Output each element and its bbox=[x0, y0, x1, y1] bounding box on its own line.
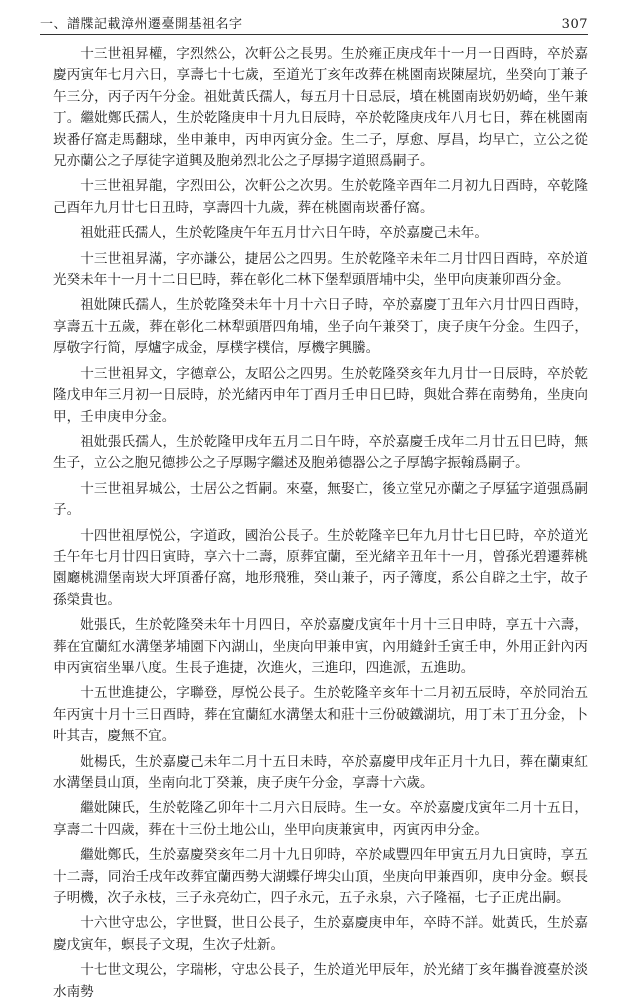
paragraph: 十三世祖昇權，字烈然公，次軒公之長男。生於雍正庚戌年十一月一日酉時，卒於嘉慶丙寅年七月六日，享壽七十七歲，至道光丁亥年改葬在桃園南崁陳屋坑，坐癸向丁兼子午三分，丙子丙午分金。祖妣黃氏孺人，每五月十日忌辰，墳在桃園南崁奶奶崎，坐午兼丁。繼妣鄭氏孺人，生於乾隆庚申十月九日辰時，卒於乾隆庚戌年八月七日，葬在桃園南崁番仔窩走馬翻球，坐申兼申，丙申丙寅分金。生二子，厚愈、厚昌，均早亡，立公之從兄亦蘭公之子厚徒字道興及胞弟烈北公之子厚揚字道照爲嗣子。 bbox=[53, 46, 588, 170]
paragraph: 妣張氏，生於乾隆癸未年十月四日，卒於嘉慶戊寅年十月十三日申時，享五十六壽，葬在宜蘭紅水溝堡茅埔園下內湖山，坐庚向甲兼申寅，內用縫針壬寅壬申，外用正針內丙申丙寅宿坐畢八度。生長子進捷，次進火，三進印，四進派，五進助。 bbox=[53, 617, 588, 676]
paragraph: 十三世祖昇滿，字亦謙公，捷居公之四男。生於乾隆辛未年二月廿四日酉時，卒於道光癸未年十一月十二日巳時，葬在彰化二林下堡犁頭厝埔中尖，坐甲向庚兼卯酉分金。 bbox=[53, 250, 588, 289]
header-divider bbox=[40, 34, 588, 35]
paragraph: 祖妣陳氏孺人，生於乾隆癸未年十月十六日子時，卒於嘉慶丁丑年六月廿四日酉時，享壽五十五歲，葬在彰化二林犁頭厝四角埔，坐子向午兼癸丁，庚子庚午分金。生四子，厚敬字行简，厚爐字成金，厚樸字樸信，厚機字興騰。 bbox=[53, 297, 588, 357]
paragraph: 十三世祖昇城公，士居公之哲嗣。來臺，無娶亡，後立堂兄亦蘭之子厚猛字道强爲嗣子。 bbox=[53, 480, 588, 519]
paragraph: 祖妣莊氏孺人，生於乾隆庚午年五月廿六日午時，卒於嘉慶己未年。 bbox=[80, 225, 488, 242]
paragraph: 繼妣鄭氏，生於嘉慶癸亥年二月十九日卯時，卒於咸豐四年甲寅五月九日寅時，享五十二壽，同治壬戌年改葬宜蘭西勢大湖蝶仔埤尖山頂，坐庚向甲兼酉卯，庚申分金。螟長子明機，次子永枝，三子永亮幼亡，四子永元，五子永泉，六子隆福，七子正虎出嗣。 bbox=[53, 847, 588, 907]
paragraph: 妣楊氏，生於嘉慶己未年二月十五日未時，卒於嘉慶甲戌年正月十九日，葬在蘭東紅水溝堡員山頂，坐南向北丁癸兼，庚子庚午分金，享壽十六歲。 bbox=[53, 753, 588, 791]
paragraph: 十七世文現公，字瑞彬，守忠公長子，生於道光甲辰年，於光緒丁亥年攜眷渡臺於淡水南勢 bbox=[53, 962, 588, 1000]
paragraph: 十六世守忠公，字世賢，世日公長子，生於嘉慶庚申年，卒時不詳。妣黃氏，生於嘉慶戊寅年，螟長子文現，生次子灶新。 bbox=[53, 915, 588, 953]
paragraph: 十四世祖厚悦公，字道政，國治公長子。生於乾隆辛巳年九月廿七日巳時，卒於道光壬午年七月廿四日寅時，享六十二壽，原葬宜蘭，至光緒辛丑年十一月，曾孫光碧遷葬桃園廳桃淵堡南崁大坪頂番仔窩，地形飛雅，癸山兼子，丙子簿度，系公自辟之土宇，故子孫榮貴也。 bbox=[53, 527, 588, 608]
paragraph: 繼妣陳氏，生於乾隆乙卯年十二月六日辰時。生一女。卒於嘉慶戊寅年二月十五日，享壽二十四歲，葬在十三份土地公山，坐甲向庚兼寅申，丙寅丙申分金。 bbox=[53, 800, 588, 838]
paragraph: 十三世祖昇文，字德章公，友昭公之四男。生於乾隆癸亥年九月廿一日辰時，卒於乾隆戊申年三月初一日辰時，於光緒丙申年丁酉月壬申日巳時，與妣合葬在南勢角，坐庚向甲，壬申庚申分金。 bbox=[53, 365, 588, 425]
body-text bbox=[53, 44, 588, 1007]
page-number: 307 bbox=[561, 17, 588, 32]
page-header bbox=[40, 10, 588, 32]
paragraph: 十五世進捷公，字聯登，厚悦公長子。生於乾隆辛亥年十二月初五辰時，卒於同治五年丙寅十月十三日酉時，葬在宜蘭紅水溝堡太和莊十三份破鐵湖坑，用丁未丁丑分金，卜叶其吉，慶無不宜。 bbox=[53, 685, 588, 745]
paragraph: 十三世祖昇龍，字烈田公，次軒公之次男。生於乾隆辛酉年二月初九日酉時，卒乾隆己酉年九月廿七日丑時，享壽四十九歲，葬在桃園南崁番仔窩。 bbox=[53, 178, 588, 216]
section-title: 一、譜牒記載漳州遷臺開基祖名字 bbox=[40, 17, 243, 32]
paragraph: 祖妣張氏孺人，生於乾隆甲戌年五月二日午時，卒於嘉慶壬戌年二月廿五日巳時，無生子，立公之胞兄德捗公之子厚賜字繼述及胞弟德器公之子厚鵠字振翰爲嗣子。 bbox=[53, 433, 588, 472]
